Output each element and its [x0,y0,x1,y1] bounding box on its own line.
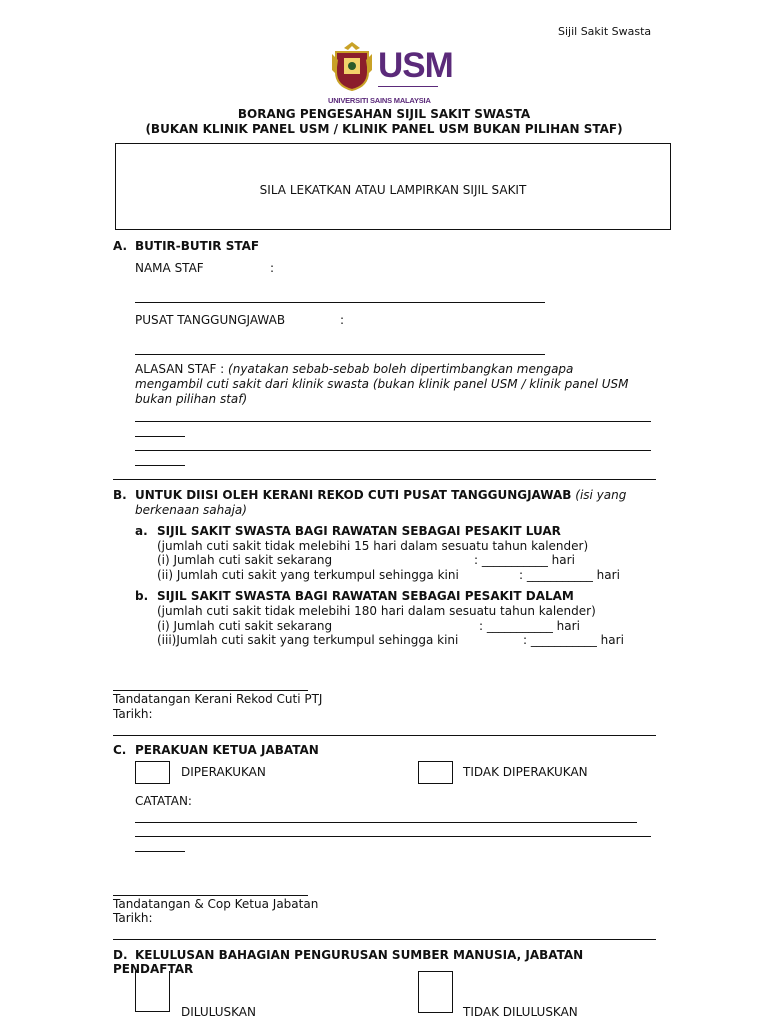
subsection-b-row1-label: (i) Jumlah cuti sakit sekarang [157,619,333,633]
subsection-a-letter: a. [135,524,148,538]
section-b-letter: B. [113,488,127,502]
tidak-diperakukan-label: TIDAK DIPERAKUKAN [463,765,588,779]
subsection-b-note: (jumlah cuti sakit tidak melebihi 180 hari dalam sesuatu tahun kalender) [157,604,596,618]
subsection-a-title: SIJIL SAKIT SWASTA BAGI RAWATAN SEBAGAI PESAKIT LUAR [157,524,561,538]
section-d-title-2: PENDAFTAR [113,962,194,976]
subsection-a-row1-label: (i) Jumlah cuti sakit sekarang [157,553,333,567]
certificate-attach-box [115,143,671,230]
section-b-title: UNTUK DIISI OLEH KERANI REKOD CUTI PUSAT TANGGUNGJAWAB [135,488,572,502]
section-c-letter: C. [113,743,127,757]
alasan-field-line-2[interactable] [135,450,651,451]
kerani-date-label: Tarikh: [113,707,153,721]
pusat-label: PUSAT TANGGUNGJAWAB [135,313,286,327]
section-d-letter: D. [113,948,128,962]
alasan-hint-3: bukan pilihan staf) [135,392,248,406]
alasan-field-line-1b[interactable] [135,436,185,437]
ketua-signature-label: Tandatangan & Cop Ketua Jabatan [113,897,319,911]
ketua-signature-line[interactable] [113,895,308,896]
form-code-label: Sijil Sakit Swasta [558,25,652,38]
subsection-b-row2-label: (iii)Jumlah cuti sakit yang terkumpul sehingga kini [157,633,459,647]
kerani-signature-label: Tandatangan Kerani Rekod Cuti PTJ [113,692,323,706]
section-b-hint-1: (isi yang [575,488,627,502]
section-a-title: BUTIR-BUTIR STAF [135,239,260,253]
subsection-b-row2-field[interactable]: : ___________ hari [523,633,624,647]
nama-staf-field[interactable] [135,302,545,303]
subsection-b-row1-field[interactable]: : ___________ hari [479,619,580,633]
section-divider-a [113,479,656,480]
alasan-field-line-1[interactable] [135,421,651,422]
section-divider-b [113,735,656,736]
form-title: BORANG PENGESAHAN SIJIL SAKIT SWASTA [237,107,531,121]
section-c-title: PERAKUAN KETUA JABATAN [135,743,319,757]
catatan-field-line-1[interactable] [135,822,637,823]
diluluskan-label: DILULUSKAN [181,1005,256,1019]
usm-logo [328,40,453,108]
subsection-a-row2-label: (ii) Jumlah cuti sakit yang terkumpul sehingga kini [157,568,459,582]
diperakukan-checkbox[interactable] [135,761,170,784]
subsection-a-row1-field[interactable]: : ___________ hari [474,553,575,567]
catatan-field-line-2b[interactable] [135,851,185,852]
tidak-diluluskan-checkbox[interactable] [418,971,453,1013]
crest-icon [330,40,374,92]
alasan-hint-1: (nyatakan sebab-sebab boleh dipertimbangkan mengapa [228,362,574,376]
diluluskan-checkbox[interactable] [135,971,170,1012]
catatan-label: CATATAN: [135,794,192,808]
attach-instruction: SILA LEKATKAN ATAU LAMPIRKAN SIJIL SAKIT [259,183,527,197]
kerani-signature-line[interactable] [113,690,308,691]
subsection-a-row2-field[interactable]: : ___________ hari [519,568,620,582]
pusat-colon: : [340,313,345,327]
section-b-heading [135,488,626,502]
logo-caption: UNIVERSITI SAINS MALAYSIA [328,96,431,105]
subsection-b-letter: b. [135,589,149,603]
alasan-label [135,362,573,376]
section-divider-c [113,939,656,940]
nama-staf-label: NAMA STAF [135,261,204,275]
alasan-title: ALASAN STAF : [135,362,225,376]
subsection-a-note: (jumlah cuti sakit tidak melebihi 15 hari dalam sesuatu tahun kalender) [157,539,589,553]
alasan-hint-2: mengambil cuti sakit dari klinik swasta (bukan klinik panel USM / klinik panel USM [135,377,629,391]
section-b-hint-2: berkenaan sahaja) [135,503,247,517]
tidak-diluluskan-label: TIDAK DILULUSKAN [463,1005,578,1019]
logo-wordmark: USM [378,46,453,85]
section-a-letter: A. [113,239,128,253]
pusat-field[interactable] [135,354,545,355]
section-d-title-1: KELULUSAN BAHAGIAN PENGURUSAN SUMBER MANUSIA, JABATAN [135,948,584,962]
catatan-field-line-2[interactable] [135,836,651,837]
ketua-date-label: Tarikh: [113,911,153,925]
form-subtitle: (BUKAN KLINIK PANEL USM / KLINIK PANEL USM BUKAN PILIHAN STAF) [145,122,623,136]
subsection-b-title: SIJIL SAKIT SWASTA BAGI RAWATAN SEBAGAI PESAKIT DALAM [157,589,574,603]
tidak-diperakukan-checkbox[interactable] [418,761,453,784]
nama-staf-colon: : [270,261,275,275]
alasan-field-line-2b[interactable] [135,465,185,466]
diperakukan-label: DIPERAKUKAN [181,765,266,779]
